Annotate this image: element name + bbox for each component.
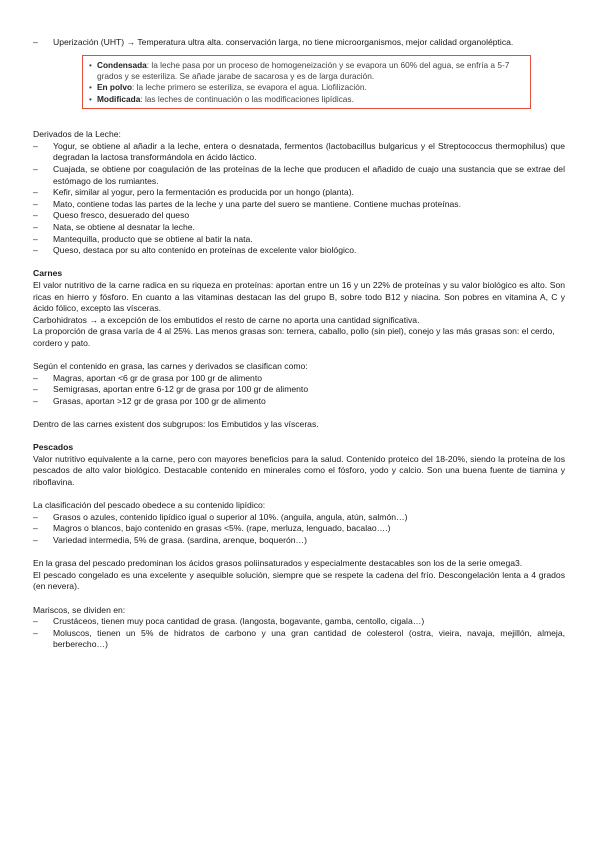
dash-marker: – [33, 140, 38, 151]
uht-item [33, 37, 565, 49]
carnes-clasif-intro: Según el contenido en grasa, las carnes y derivados se clasifican como: [33, 361, 308, 372]
pescados-paragraph: Valor nutritivo equivalente a la carne, pero con mayores beneficios para la salud. Contenido proteico del 18-20%, siendo la proteína de los pescados de alto valor biológico. Destacable contenido en minerales como el fósforo, yodo y calcio. Son una buena fuente de tiamina y riboflavina. [33, 453, 565, 488]
dash-marker: – [33, 384, 38, 395]
bullet-marker: • [89, 93, 92, 104]
dash-marker: – [33, 233, 38, 244]
dash-marker: – [33, 164, 38, 174]
dash-marker: – [33, 523, 38, 534]
list-item: – Variedad intermedia, 5% de grasa. (sardina, arenque, boquerón…) [33, 535, 307, 545]
dash-marker: – [33, 210, 38, 221]
carnes-clasif-list [33, 373, 565, 408]
list-item: – Queso, destaca por su alto contenido en proteínas de excelente valor biológico. [33, 245, 357, 256]
dash-marker: – [33, 221, 38, 232]
list-item: – Semigrasas, aportan entre 6-12 gr de grasa por 100 gr de alimento [33, 384, 309, 395]
box-label: Condensada [97, 59, 147, 70]
list-item: – Queso fresco, desuerado del queso [33, 210, 190, 221]
box-item-condensada [89, 60, 524, 83]
mariscos-list [33, 616, 565, 651]
pescados-clasif-list [33, 512, 565, 547]
dash-marker: – [33, 187, 38, 198]
list-item: – Grasas, aportan >12 gr de grasa por 100 gr de alimento [33, 395, 266, 406]
dash-marker: – [33, 245, 38, 256]
bullet-marker: • [89, 82, 92, 93]
derivados-title: Derivados de la Leche: [33, 129, 121, 140]
list-item: – Nata, se obtiene al desnatar la leche. [33, 221, 195, 232]
dash-marker: – [33, 627, 38, 638]
dash-marker: – [33, 198, 38, 209]
list-item: – Mato, contiene todas las partes de la leche y una parte del suero se mantiene. Contiene muchas proteínas. [33, 198, 461, 209]
list-item: – Kefir, similar al yogur, pero la fermentación es producida por un hongo (planta). [33, 187, 354, 198]
box-label: En polvo [97, 82, 133, 93]
dash-marker: – [33, 511, 38, 522]
dash-marker: – [33, 616, 38, 627]
carnes-grasa: La proporción de grasa varía de 4 al 25%. Las menos grasas son: ternera, caballo, pollo (sin piel), conejo y las más grasas son: el cerdo, cordero y pato. [33, 326, 555, 348]
dash-marker: – [33, 395, 38, 406]
list-item: – Magras, aportan <6 gr de grasa por 100 gr de alimento [33, 372, 263, 383]
carnes-subgrupos: Dentro de las carnes existent dos subgrupos: los Embutidos y las vísceras. [33, 419, 319, 430]
uht-text: Uperización (UHT) → Temperatura ultra alta. conservación larga, no tiene microorganismos, mejor calidad organoléptica. [53, 37, 514, 47]
box-text: : las leches de continuación o las modificaciones lipídicas. [140, 93, 354, 104]
list-item: – Magros o blancos, bajo contenido en grasas <5%. (rape, merluza, lenguado, bacalao….) [33, 523, 391, 534]
derivados-list [33, 141, 565, 257]
pescados-heading: Pescados [33, 442, 74, 453]
list-item: – Cuajada, se obtiene por coagulación de las proteínas de la leche que producen el añadido de cuajo una sustancia que se extrae del estómago de los rumiantes. [33, 164, 565, 186]
list-item: – Yogur, se obtiene al añadir a la leche, entera o desnatada, fermentos (lactobacillus bulgaricus y el Streptococcus thermophilus) que degradan la lactosa transformándola en ácido láctico. [33, 140, 565, 163]
list-item: – Mantequilla, producto que se obtiene al batir la nata. [33, 233, 253, 244]
carnes-paragraph: El valor nutritivo de la carne radica en su riqueza en proteínas: aportan entre un 16 y un 22% de proteínas y su valor biológico es alto. Son ricas en hierro y fósforo. En cuanto a las vitaminas destacan las del grupo B, sobre todo B12 y niacina. Son pobres en vitamina A, C y ácido fólico, excepto las vísceras. [33, 279, 565, 314]
dash-marker: – [33, 535, 38, 545]
mariscos-intro: Mariscos, se dividen en: [33, 604, 126, 615]
box-label: Modificada [97, 93, 141, 104]
carnes-heading: Carnes [33, 268, 63, 279]
dash-marker: – [33, 37, 38, 47]
list-item: – Grasos o azules, contenido lipídico igual o superior al 10%. (anguila, angula, atún, salmón…) [33, 511, 408, 522]
pescados-congelado: El pescado congelado es una excelente y asequible solución, siempre que se respete la cadena del frío. Descongelación lenta a 4 grados (en nevera). [33, 569, 565, 592]
pescados-clasif-intro: La clasificación del pescado obedece a su contenido lipídico: [33, 500, 266, 511]
box-text: : la leche primero se esteriliza, se evapora el agua. Liofilización. [132, 82, 367, 93]
document-body [33, 37, 565, 651]
box-item-modificada [89, 94, 524, 105]
box-item-polvo [89, 82, 524, 93]
carnes-carbohidratos: Carbohidratos → a excepción de los embutidos el resto de carne no aporta una cantidad significativa. [33, 314, 420, 325]
bullet-marker: • [89, 59, 92, 70]
list-item: – Crustáceos, tienen muy poca cantidad de grasa. (langosta, bogavante, gamba, centollo, cigala…) [33, 616, 425, 627]
list-item: – Moluscos, tienen un 5% de hidratos de carbono y una gran cantidad de colesterol (ostra, vieira, navaja, mejillón, almeja, berberecho…) [33, 627, 565, 650]
milk-types-box [82, 55, 531, 110]
box-text: : la leche pasa por un proceso de homogeneización y se evapora un 60% del agua, se enfría a 5-7 grados y se esteriliza. Se añade jarabe de sacarosa y es de larga duración. [97, 59, 510, 81]
pescados-grasa: En la grasa del pescado predominan los ácidos grasos poliinsaturados y especialmente destacables son los de la serie omega3. [33, 558, 523, 569]
dash-marker: – [33, 372, 38, 383]
